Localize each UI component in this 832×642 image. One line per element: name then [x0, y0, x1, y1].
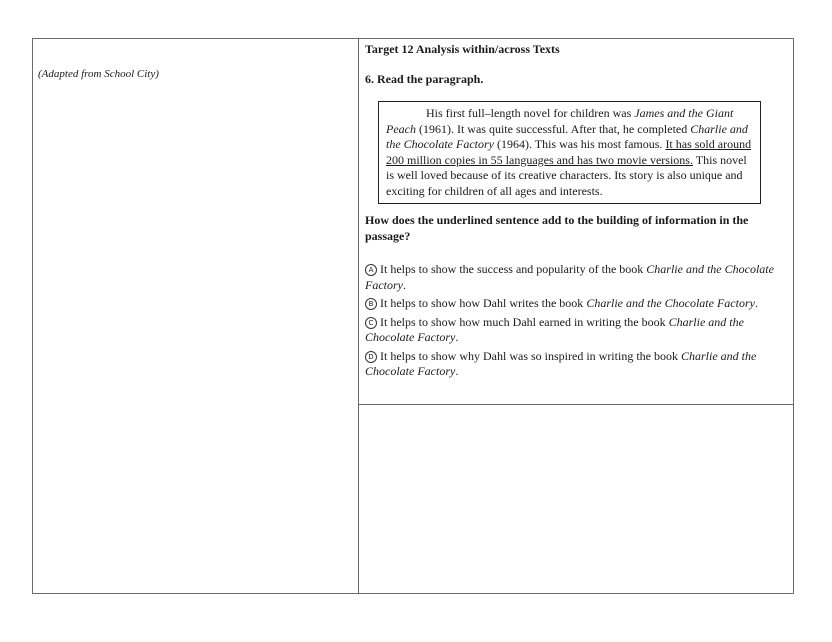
- question-number: 6. Read the paragraph.: [365, 72, 484, 86]
- passage-text-3: (1964). This was his most famous.: [493, 137, 666, 151]
- choice-a-title: Charlie and the Chocolate Factory: [365, 262, 774, 292]
- choice-d-bubble-icon[interactable]: D: [365, 351, 377, 363]
- target-heading: Target 12 Analysis within/across Texts: [365, 42, 560, 56]
- choice-a-bubble-icon[interactable]: A: [365, 264, 377, 276]
- answer-choices: [365, 262, 785, 383]
- choice-b-title: Charlie and the Chocolate Factory: [586, 296, 755, 310]
- choice-a-end: .: [403, 277, 406, 292]
- choice-c-text: It helps to show how much Dahl earned in writing the book: [380, 314, 669, 329]
- choice-d[interactable]: [365, 349, 785, 380]
- choice-d-title: Charlie and the Chocolate Factory: [365, 348, 757, 378]
- passage-text-4: This novel is well loved because of its creative characters. Its story is also unique and exciting for children of all ages and interests.: [386, 152, 747, 198]
- row-divider: [358, 404, 794, 405]
- choice-b[interactable]: [365, 296, 785, 312]
- source-note: (Adapted from School City): [38, 68, 159, 80]
- underlined-sentence: It has sold around 200 million copies in 55 languages and has two movie versions.: [386, 137, 752, 167]
- choice-c-bubble-icon[interactable]: C: [365, 317, 377, 329]
- choice-c-title: Charlie and the Chocolate Factory: [365, 314, 744, 344]
- passage-title-2: Charlie and the Chocolate Factory: [386, 121, 748, 151]
- passage-text-2: (1961). It was quite successful. After that, he completed: [415, 121, 691, 136]
- choice-b-bubble-icon[interactable]: B: [365, 298, 377, 310]
- choice-d-end: .: [455, 364, 459, 378]
- passage-title-1: James and the Giant Peach: [386, 106, 734, 136]
- choice-c[interactable]: [365, 315, 785, 346]
- question-prompt: How does the underlined sentence add to the building of information in the passage?: [365, 213, 749, 243]
- choice-b-end: .: [754, 296, 758, 310]
- choice-d-text: It helps to show why Dahl was so inspired in writing the book: [380, 348, 681, 363]
- choice-a[interactable]: [365, 262, 785, 293]
- choice-c-end: .: [455, 330, 459, 344]
- choice-b-text: It helps to show how Dahl writes the book: [380, 296, 587, 310]
- passage-text-1: His first full–length novel for children was: [426, 106, 635, 120]
- choice-a-text: It helps to show the success and popularity of the book: [380, 262, 647, 276]
- passage-box: [378, 101, 761, 204]
- column-divider: [358, 38, 359, 594]
- passage-paragraph: [386, 106, 754, 199]
